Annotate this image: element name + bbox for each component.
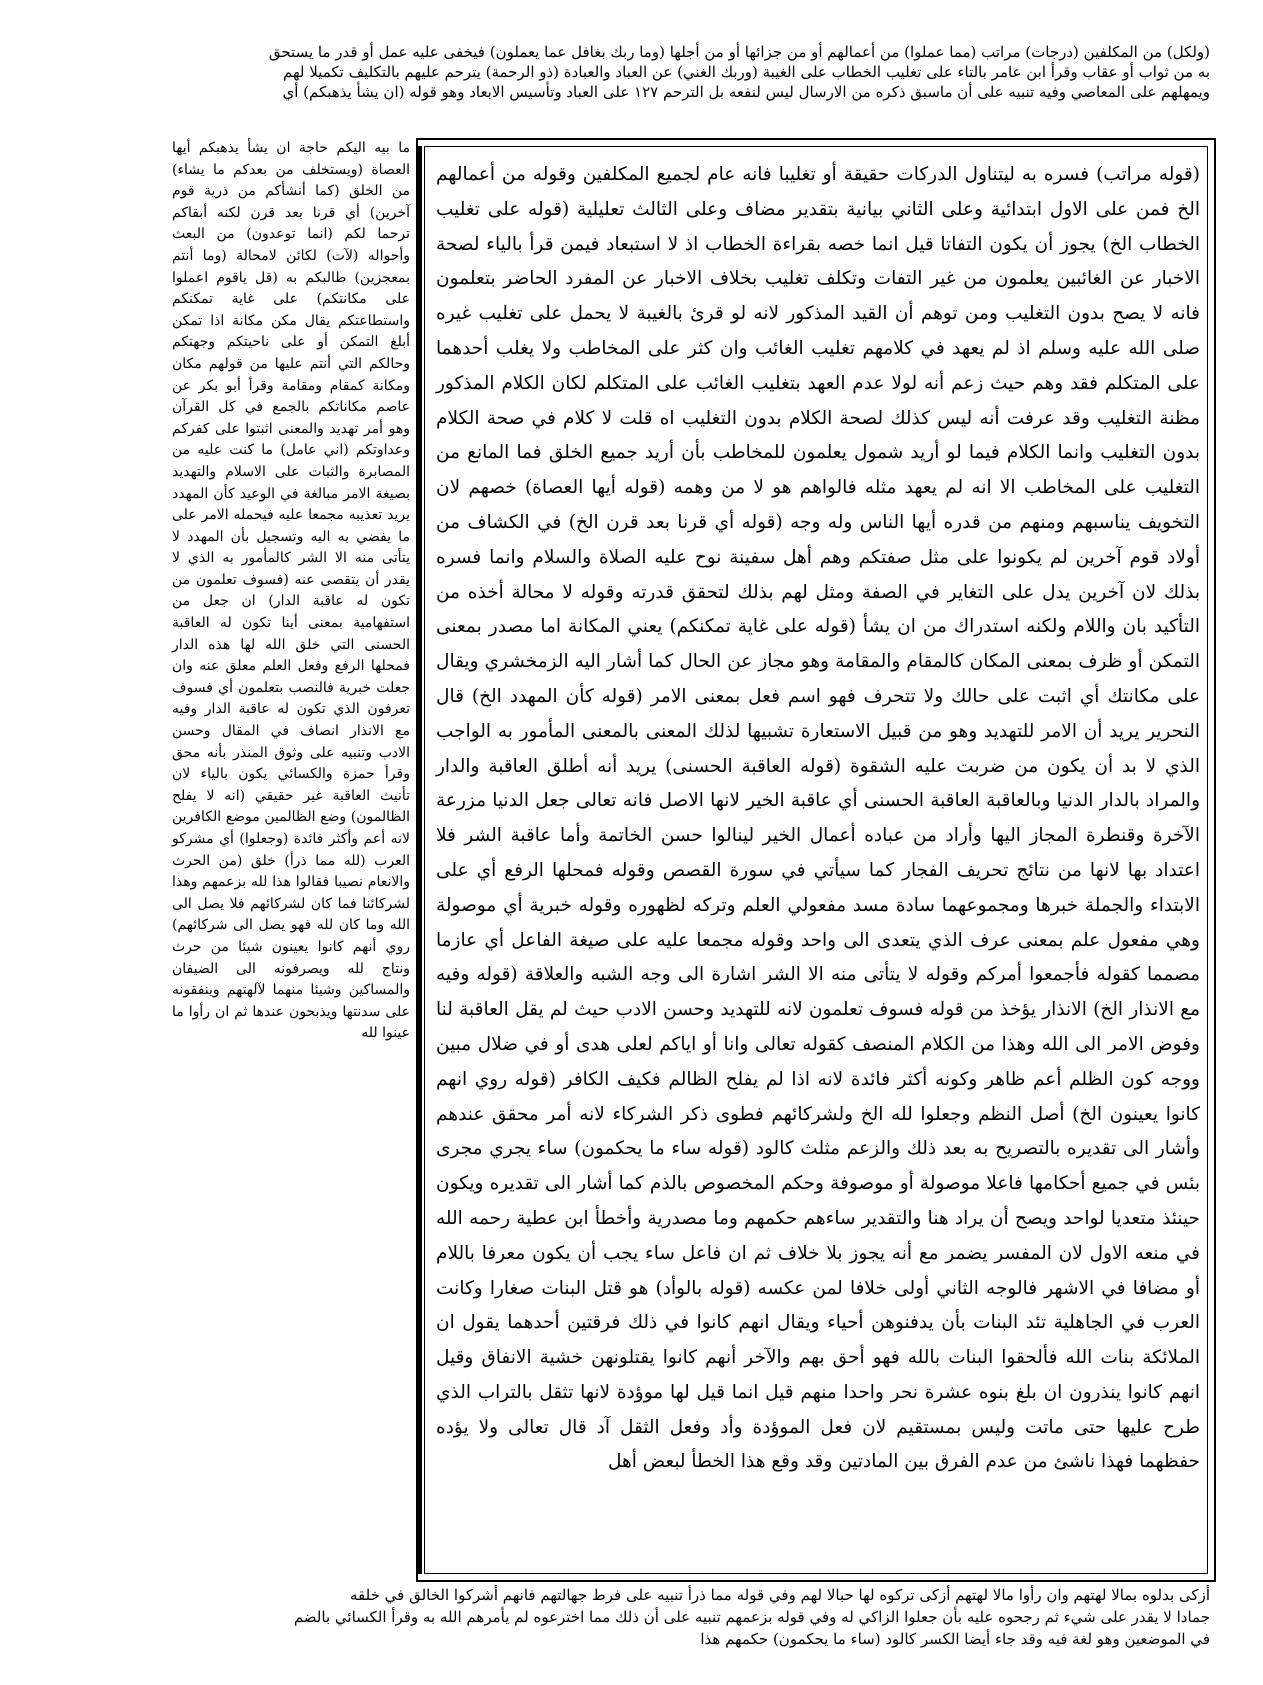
bottom-line: أزكى بدلوه بمالا لهتهم وان رأوا مالا لهتهم أزكى تركوه لها حبالا لهم وفي قوله مما ذرأ تنبيه على فرط جهالتهم فانهم أشركوا الخالق في خلقه (350, 1586, 1210, 1604)
top-line: (ولكل) من المكلفين (درجات) مراتب (مما عملوا) من أعمالهم أو من جزائها أو من أجلها (وما ربك بغافل عما يعملون) فيخفى عليه عمل أو قدر ما يستحق (268, 43, 1210, 61)
main-paragraph: (قوله مراتب) فسره به ليتناول الدركات حقيقة أو تغليبا فانه عام لجميع المكلفين وقوله من أعمالهم الخ فمن على الاول ابتدائية وعلى الثاني بيانية بتقدير مضاف وعلى الثالث تعليلية (قوله على تغليب الخطاب الخ) يجوز أن يكون التفاتا قيل انما خصه بقراءة الخطاب اذ لا استبعاد فيمن قرأ بالياء لصحة الاخبار عن الغائبين يعلمون من غير التفات وتكلف تغليب بخلاف الاخبار عن المفرد الحاضر بتعلمون فانه لا يصح بدون التغليب ومن توهم أن القيد المذكور لانه لو قرئ بالغيبة لا يحمل على تغليب غيره صلى الله عليه وسلم اذ لم يعهد في كلامهم تغليب الغائب وان كثر على المخاطب ولا يغلب أحدهما على المتكلم فقد وهم حيث زعم أنه لولا عدم العهد بتغليب الغائب على المتكلم لكان الكلام المذكور مظنة التغليب وقد عرفت أنه ليس كذلك لصحة الكلام بدون التغليب اه قلت لا كلام في صحة الكلام بدون التغليب وانما الكلام فيما لو أريد شمول يعلمون للمخاطب بأن أريد جميع الخلق فما المانع من التغليب على المخاطب الا انه لم يعهد مثله فالواهم هو لا من وهمه (قوله أيها العصاة) خصهم لان التخويف يناسبهم ومنهم من قدره أيها الناس وله وجه (قوله أي قرنا بعد قرن الخ) في الكشاف من أولاد قوم آخرين لم يكونوا على مثل صفتكم وهم أهل سفينة نوح عليه الصلاة والسلام وانما فسره بذلك لان آخرين يدل على التغاير في الصفة ومثل لهم بذلك لتحقق قدرته وقوله لا محالة أخذه من التأكيد بان واللام ولكنه استدراك من ان يشأ (قوله على غاية تمكنكم) يعني المكانة اما مصدر بمعنى التمكن أو ظرف بمعنى المكان كالمقام والمقامة وهو مجاز عن الحال كما أشار اليه الزمخشري ويقال على مكانتك أي اثبت على حالك ولا تتحرف فهو اسم فعل بمعنى الامر (قوله كأن المهدد الخ) قال النحرير يريد أن الامر للتهديد وهو من قبيل الاستعارة تشبيها لذلك المعنى بالمعنى المأمور به الواجب الذي لا بد أن يكون من ضربت عليه الشقوة (قوله العاقبة الحسنى) يريد أنه أطلق العاقبة والدار والمراد بالدار الدنيا وبالعاقبة العاقبة الحسنى أي عاقبة الخير لانها الاصل فانه تعالى جعل الدنيا مزرعة الآخرة وقنطرة المجاز اليها وأراد من عباده أعمال الخير لينالوا حسن الخاتمة وأما عاقبة الشر فلا اعتداد بها لانها من نتائج تحريف الفجار كما سيأتي في سورة القصص وقوله فمحلها الرفع أي على الابتداء والجملة خبرها ومجموعهما سادة مسد مفعولي العلم وتركه لظهوره وقوله خبرية أي موصولة وهي مفعول علم بمعنى عرف الذي يتعدى الى واحد وقوله مجمعا عليه على صيغة الفاعل أي عازما مصمما كقوله فأجمعوا أمركم وقوله لا يتأتى منه الا الشر اشارة الى وجه الشبه والعلاقة (قوله وفيه مع الانذار الخ) الانذار يؤخذ من قوله فسوف تعلمون لانه للتهديد وحسن الادب حيث لم يقل العاقبة لنا وفوض الامر الى الله وهذا من الكلام المنصف كقوله تعالى وانا أو اياكم لعلى هدى أو في ضلال مبين ووجه كون الظلم أعم ظاهر وكونه أكثر فائدة لانه اذا لم يفلح الظالم فكيف الكافر (قوله روي انهم كانوا يعينون الخ) أصل النظم وجعلوا لله الخ ولشركائهم فطوى ذكر الشركاء لانه أمر محقق عندهم وأشار الى تقديره بالتصريح به بعد ذلك والزعم مثلث كالود (قوله ساء ما يحكمون) ساء يجري مجرى بئس في جميع أحكامها فاعلا موصولة أو موصوفة وحكم المخصوص بالذم كما أشار الى تقديره ويكون حينئذ متعديا لواحد ويصح أن يراد هنا والتقدير ساءهم حكمهم وما مصدرية وأخطأ ابن عطية رحمه الله في منعه الاول لان المفسر يضمر مع أنه يجوز بلا خلاف ثم ان فاعل ساء يجب أن يكون معرفا باللام أو مضافا في الاشهر فالوجه الثاني أولى خلافا لمن عكسه (قوله بالوأد) هو قتل البنات صغارا وكانت العرب في الجاهلية تئد البنات بأن يدفنوهن أحياء ويقال انهم كانوا في ذلك فرقتين أحدهما يقول ان الملائكة بنات الله فألحقوا البنات بالله فهو أحق بهم والآخر أنهم كانوا يقتلونهن خشية الانفاق وقيل انهم كانوا ينذرون ان بلغ بنوه عشرة نحر واحدا منهم قيل انما قيل لها موؤدة لانها تثقل بالتراب الذي طرح عليها حتى ماتت وليس بمستقيم لان فعل الموؤدة وأد وفعل الثقل آد قال تعالى ولا يؤده حفظهما فهذا ناشئ من عدم الفرق بين المادتين وقد وقع هذا الخطأ لبعض أهل (436, 164, 1200, 1473)
frame-left-rule (417, 146, 422, 1574)
main-gloss-text (436, 158, 1200, 1480)
main-text-frame (416, 138, 1216, 1582)
bottom-line: في الموضعين وهو لغة فيه وقد جاء أيضا الكسر كالود (ساء ما يحكمون) حكمهم هذا (700, 1630, 1210, 1648)
top-line: به من ثواب أو عقاب وقرأ ابن عامر بالتاء على تغليب الخطاب على الغيبة (وربك الغني) عن العباد والعبادة (ذو الرحمة) يترحم عليهم بالتكليف تكميلا لهم (283, 63, 1210, 81)
side-column-text (172, 138, 410, 1045)
bottom-commentary-block (200, 1584, 1210, 1650)
side-paragraph: ما بيه اليكم حاجة ان يشأ يذهبكم أيها العصاة (ويستخلف من بعدكم ما يشاء) من الخلق (كما أنشأكم من ذرية قوم آخرين) أي قرنا بعد قرن لكنه أبقاكم ترحما لكم (انما توعدون) من البعث وأحواله (لآت) لكائن لامحالة (وما أنتم بمعجزين) طالبكم به (قل ياقوم اعملوا على مكانتكم) على غاية تمكنكم واستطاعتكم يقال مكن مكانة اذا تمكن أبلغ التمكن أو على ناحيتكم وجهتكم وحالكم التي أنتم عليها من قولهم مكان ومكانة كمقام ومقامة وقرأ أبو بكر عن عاصم مكاناتكم بالجمع في كل القرآن وهو أمر تهديد والمعنى اثبتوا على كفركم وعداوتكم (اني عامل) ما كنت عليه من المصابرة والثبات على الاسلام والتهديد بصيغة الامر مبالغة في الوعيد كأن المهدد يريد تعذيبه مجمعا عليه فيحمله الامر على ما يفضي به اليه وتسجيل بأن المهدد لا يتأتى منه الا الشر كالمأمور به الذي لا يقدر أن يتقصى عنه (فسوف تعلمون من تكون له عاقبة الدار) ان جعل من استفهامية بمعنى أينا تكون له العاقبة الحسنى التي خلق الله لها هذه الدار فمحلها الرفع وفعل العلم معلق عنه وان جعلت خبرية فالنصب بتعلمون أي فسوف تعرفون الذي تكون له عاقبة الدار وفيه مع الانذار انصاف في المقال وحسن الادب وتنبيه على وثوق المنذر بأنه محق وقرأ حمزة والكسائي يكون بالياء لان تأنيث العاقبة غير حقيقي (انه لا يفلح الظالمون) وضع الظالمين موضع الكافرين لانه أعم وأكثر فائدة (وجعلوا) أي مشركو العرب (لله مما ذرأ) خلق (من الحرث والانعام نصيبا فقالوا هذا لله بزعمهم وهذا لشركائنا فما كان لشركائهم فلا يصل الى الله وما كان لله فهو يصل الى شركائهم) روي أنهم كانوا يعينون شيئا من حرث ونتاج لله ويصرفونه الى الضيفان والمساكين وشيئا منهما لآلهتهم وينفقونه على سدنتها ويذبحون عندها ثم ان رأوا ما عينوا لله (172, 140, 410, 1042)
top-line: ويمهلهم على المعاصي وفيه تنبيه على أن ماسبق ذكره من الارسال ليس لنفعه بل الترحم ١٢٧ على العباد وتأسيس الابعاد وهو قوله (ان يشأ يذهبكم) أي (282, 83, 1210, 101)
top-commentary-block (170, 42, 1210, 102)
bottom-line: جمادا لا يقدر على شيء ثم رجحوه عليه بأن جعلوا الزاكي له وفي قوله بزعمهم تنبيه على أن ذلك مما اخترعوه لم يأمرهم الله به وقرأ الكسائي بالضم (293, 1608, 1210, 1626)
